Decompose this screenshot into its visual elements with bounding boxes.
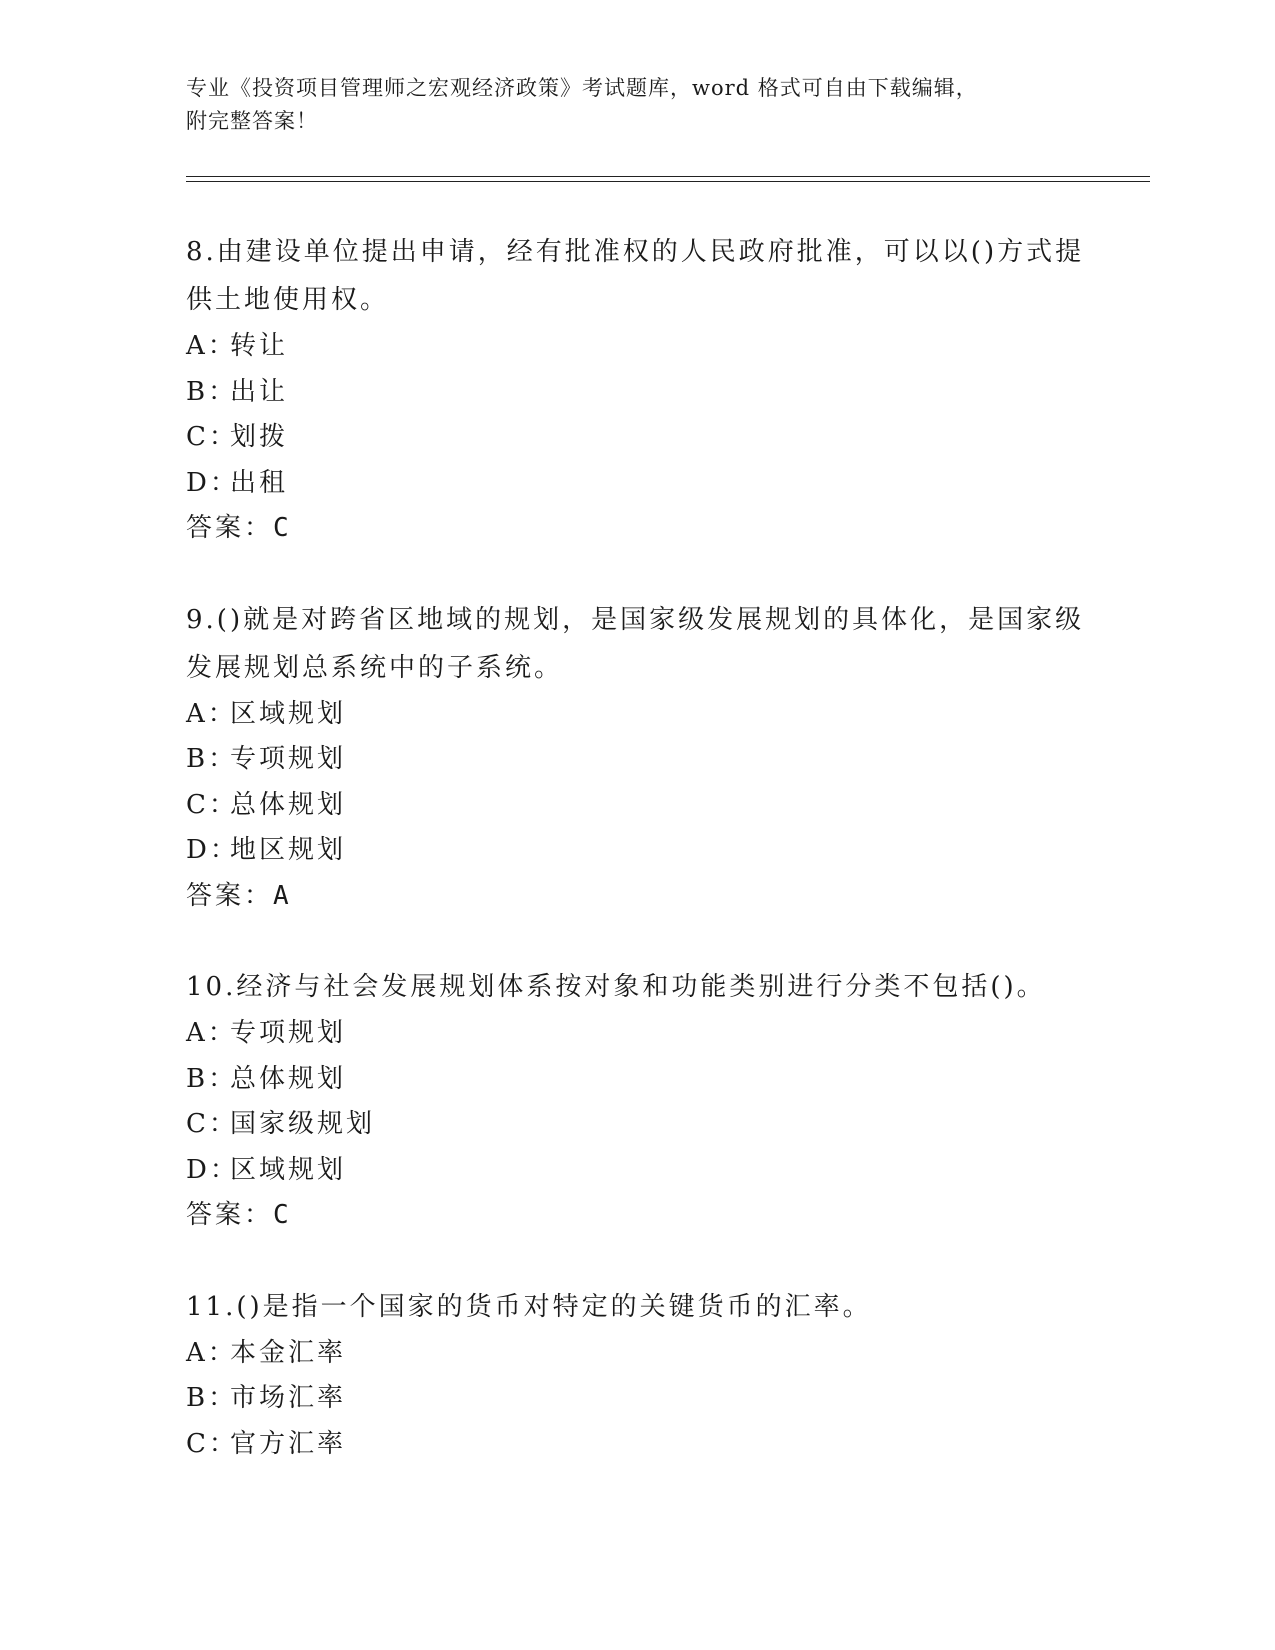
option-text: 本金汇率: [230, 1337, 347, 1368]
question-text: 11.()是指一个国家的货币对特定的关键货币的汇率。: [186, 1291, 872, 1322]
option-c: [186, 1102, 1086, 1148]
option-a: [186, 324, 1086, 370]
option-d: [186, 828, 1086, 874]
option-text: 总体规划: [230, 789, 347, 820]
option-letter: B：: [186, 1063, 238, 1094]
option-letter: A：: [186, 1018, 237, 1048]
option-d: [186, 1148, 1086, 1194]
option-a: [186, 1331, 1086, 1377]
header-line-2: 附完整答案！: [186, 109, 318, 133]
option-d: [186, 461, 1086, 507]
answer-line: [186, 1193, 1086, 1239]
question-10: [186, 963, 1086, 1239]
option-letter: C：: [186, 1109, 238, 1139]
option-letter: D：: [186, 1154, 239, 1185]
option-letter: B：: [186, 744, 238, 774]
option-a: [186, 1011, 1086, 1057]
header-divider-bottom: [186, 181, 1150, 182]
option-a: [186, 692, 1086, 738]
option-letter: C：: [186, 1428, 238, 1459]
answer-value: C: [273, 513, 292, 543]
option-c: [186, 415, 1086, 461]
option-text: 区域规划: [230, 698, 347, 729]
option-text: 专项规划: [230, 744, 347, 774]
option-text: 转让: [230, 331, 289, 361]
option-text: 划拨: [230, 422, 289, 452]
option-b: [186, 370, 1086, 416]
option-text: 专项规划: [230, 1018, 347, 1048]
question-text: 9.()就是对跨省区地域的规划，是国家级发展规划的具体化，是国家级发展规划总系统中的子系统。: [186, 604, 1085, 683]
option-b: [186, 737, 1086, 783]
question-text: 10.经济与社会发展规划体系按对象和功能类别进行分类不包括()。: [186, 972, 1046, 1002]
option-letter: B：: [186, 376, 238, 407]
option-letter: A：: [186, 698, 237, 729]
option-text: 总体规划: [230, 1063, 347, 1094]
answer-line: [186, 506, 1086, 552]
answer-value: C: [273, 1200, 292, 1230]
option-letter: A：: [186, 331, 237, 361]
question-8: [186, 228, 1086, 552]
option-letter: D：: [186, 467, 239, 498]
option-text: 区域规划: [230, 1154, 347, 1185]
option-letter: C：: [186, 422, 238, 452]
question-list: [186, 228, 1086, 1511]
answer-label: 答案：: [186, 513, 274, 543]
header-divider-top: [186, 176, 1150, 177]
option-b: [186, 1057, 1086, 1103]
answer-value: A: [273, 880, 292, 911]
option-b: [186, 1376, 1086, 1422]
option-c: [186, 783, 1086, 829]
question-11: [186, 1283, 1086, 1468]
question-text: 8.由建设单位提出申请，经有批准权的人民政府批准，可以以()方式提供土地使用权。: [186, 237, 1085, 315]
option-letter: D：: [186, 835, 239, 865]
option-text: 市场汇率: [230, 1383, 347, 1413]
option-letter: C：: [186, 789, 238, 820]
option-text: 地区规划: [230, 835, 347, 865]
document-header: [186, 72, 1066, 138]
option-letter: A：: [186, 1337, 237, 1368]
option-text: 国家级规划: [230, 1109, 376, 1139]
option-text: 出让: [230, 376, 289, 407]
header-line-1: 专业《投资项目管理师之宏观经济政策》考试题库，word 格式可自由下载编辑，: [186, 76, 978, 100]
answer-label: 答案：: [186, 1200, 274, 1230]
question-9: [186, 596, 1086, 920]
answer-line: [186, 874, 1086, 920]
option-c: [186, 1422, 1086, 1468]
option-text: 官方汇率: [230, 1428, 347, 1459]
option-letter: B：: [186, 1383, 238, 1413]
option-text: 出租: [230, 467, 289, 498]
answer-label: 答案：: [186, 880, 274, 911]
